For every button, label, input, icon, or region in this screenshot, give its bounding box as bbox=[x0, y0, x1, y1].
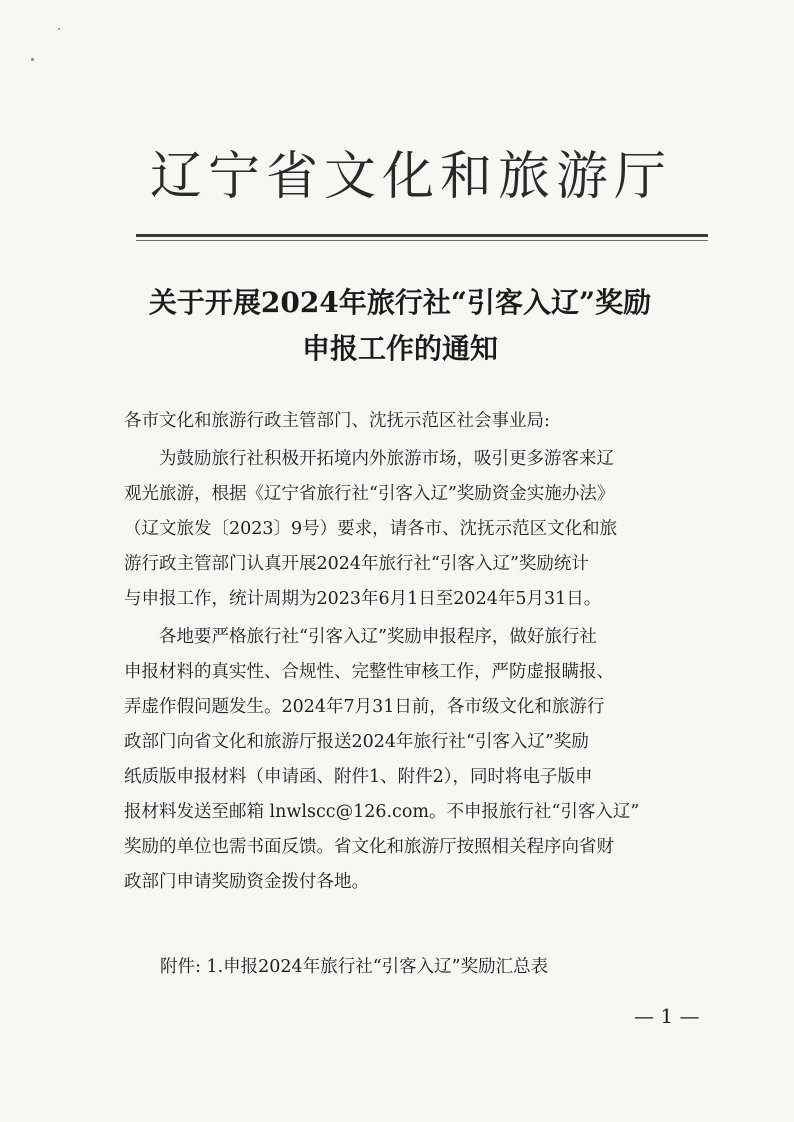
scan-speck bbox=[31, 58, 34, 61]
document-title bbox=[100, 280, 700, 372]
document-title-line-2: 申报工作的通知 bbox=[301, 332, 498, 365]
paragraph-line: 游行政主管部门认真开展2024年旅行社“引客入辽”奖励统计 bbox=[124, 554, 589, 574]
paragraph-line: 政部门申请奖励资金拨付各地。 bbox=[124, 872, 369, 892]
issuing-organization-header: 辽宁省文化和旅游厅 bbox=[150, 147, 673, 207]
paragraph-line: 申报材料的真实性、合规性、完整性审核工作，严防虚报瞒报、 bbox=[124, 662, 614, 682]
paragraph-line: （辽文旅发〔2023〕9号）要求，请各市、沈抚示范区文化和旅 bbox=[124, 519, 618, 539]
paragraph-line: 纸质版申报材料（申请函、附件1、附件2），同时将电子版申 bbox=[124, 767, 593, 787]
salutation bbox=[124, 404, 724, 439]
header-divider-thin bbox=[136, 240, 708, 241]
paragraph-line: 与申报工作，统计周期为2023年6月1日至2024年5月31日。 bbox=[124, 589, 602, 609]
paragraph-2 bbox=[124, 620, 724, 900]
paragraph-line: 各地要严格旅行社“引客入辽”奖励申报程序，做好旅行社 bbox=[124, 627, 597, 647]
paragraph-line: 奖励的单位也需书面反馈。省文化和旅游厅按照相关程序向省财 bbox=[124, 837, 614, 857]
attachment-line: 附件: 1.申报2024年旅行社“引客入辽”奖励汇总表 bbox=[160, 957, 549, 977]
scan-speck bbox=[58, 28, 60, 30]
salutation-text: 各市文化和旅游行政主管部门、沈抚示范区社会事业局: bbox=[124, 411, 550, 431]
paragraph-line: 为鼓励旅行社积极开拓境内外旅游市场，吸引更多游客来辽 bbox=[124, 449, 614, 469]
document-title-line-1: 关于开展2024年旅行社“引客入辽”奖励 bbox=[148, 286, 652, 319]
header-divider-thick bbox=[136, 234, 708, 237]
paragraph-line: 报材料发送至邮箱 lnwlscc@126.com。不申报旅行社“引客入辽” bbox=[124, 802, 640, 822]
page-number: — 1 — bbox=[634, 1004, 700, 1028]
paragraph-line: 政部门向省文化和旅游厅报送2024年旅行社“引客入辽”奖励 bbox=[124, 732, 589, 752]
paragraph-line: 观光旅游，根据《辽宁省旅行社“引客入辽”奖励资金实施办法》 bbox=[124, 484, 615, 504]
paragraph-line: 弄虚作假问题发生。2024年7月31日前，各市级文化和旅游行 bbox=[124, 697, 605, 717]
paragraph-1 bbox=[124, 442, 724, 617]
